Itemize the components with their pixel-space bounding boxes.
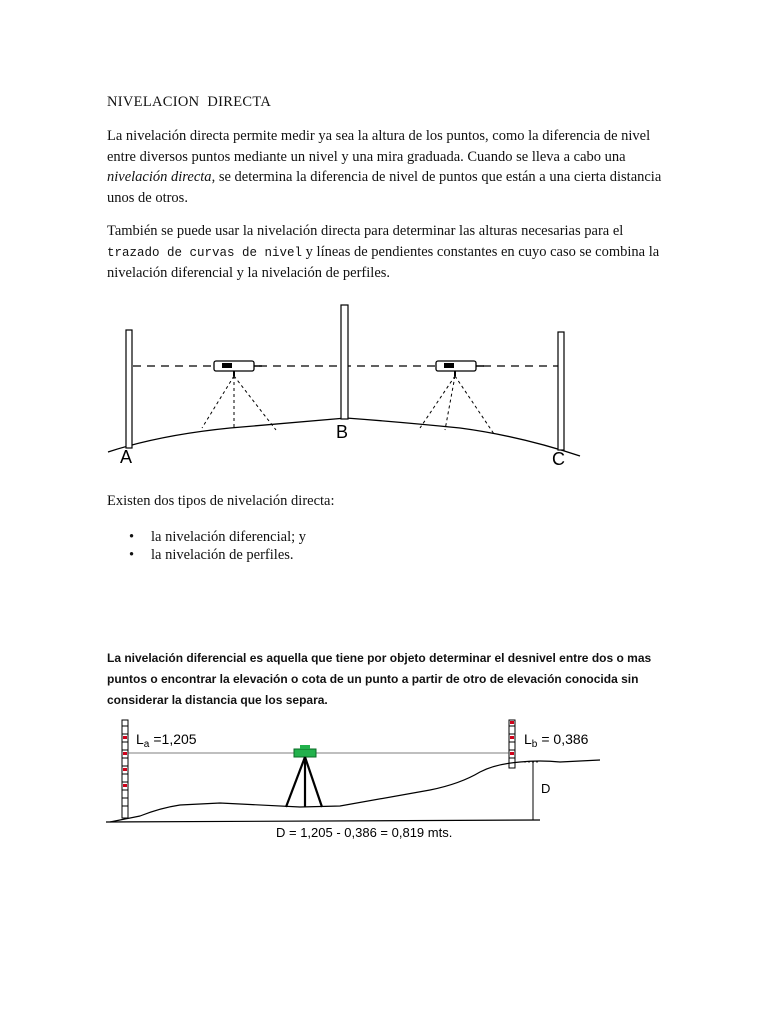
rod-right — [509, 720, 515, 768]
label-lb-value: = 0,386 — [541, 731, 589, 747]
rod-b — [341, 305, 348, 419]
rod-a — [126, 330, 132, 448]
list-item: • la nivelación diferencial; y — [107, 528, 306, 546]
figure-leveling-diagram — [100, 300, 590, 470]
paragraph-uses-mono: trazado de curvas de nivel — [107, 245, 303, 260]
label-lb-letter: L — [524, 731, 532, 747]
rod-left — [122, 720, 128, 818]
paragraph-uses — [107, 221, 667, 284]
rod-c — [558, 332, 564, 450]
paragraph-uses-text-2: y líneas de pendientes constantes en cuyo caso se combina la nivelación diferencial y la nivelación de perfiles. — [107, 243, 660, 281]
label-lb-sub: b — [531, 739, 538, 750]
list-item: • la nivelación de perfiles. — [107, 546, 306, 564]
paragraph-uses-text-1: También se puede usar la nivelación directa para determinar las alturas necesarias para el — [107, 223, 624, 239]
paragraph-intro-text-1: La nivelación directa permite medir ya sea la altura de los puntos, como la diferencia de nivel entre diversos puntos mediante un nivel y una mira graduada. Cuando se lleva a cabo una — [107, 128, 651, 165]
formula: D = 1,205 - 0,386 = 0,819 mts. — [276, 825, 453, 840]
page-title: NIVELACION DIRECTA — [107, 94, 272, 110]
paragraph-intro — [107, 126, 667, 208]
level-instrument-1 — [202, 361, 276, 430]
paragraph-intro-italic: nivelación directa — [107, 169, 212, 185]
level-instrument — [286, 745, 322, 807]
ground-line — [110, 760, 600, 822]
label-d: D — [541, 781, 551, 796]
label-la-sub: a — [143, 739, 150, 750]
label-b: B — [336, 422, 349, 442]
label-a: A — [120, 447, 133, 467]
label-la — [136, 731, 197, 750]
label-lb — [524, 731, 589, 750]
label-la-value: =1,205 — [153, 731, 197, 747]
types-intro: Existen dos tipos de nivelación directa: — [107, 493, 335, 509]
baseline — [106, 820, 540, 822]
level-instrument-2 — [420, 361, 494, 434]
label-la-letter: L — [136, 731, 144, 747]
paragraph-intro-text-2: , se determina la diferencia de nivel de puntos que están a una cierta distancia unos de otros. — [107, 169, 662, 206]
figure-differential-leveling — [100, 712, 610, 847]
paragraph-differential: La nivelación diferencial es aquella que tiene por objeto determinar el desnivel entre dos o mas puntos o encontrar la elevación o cota de un punto a partir de otro de elevación conocida sin considerar la distancia que los separa. — [107, 651, 652, 707]
label-c: C — [552, 449, 565, 469]
types-list — [107, 528, 306, 564]
